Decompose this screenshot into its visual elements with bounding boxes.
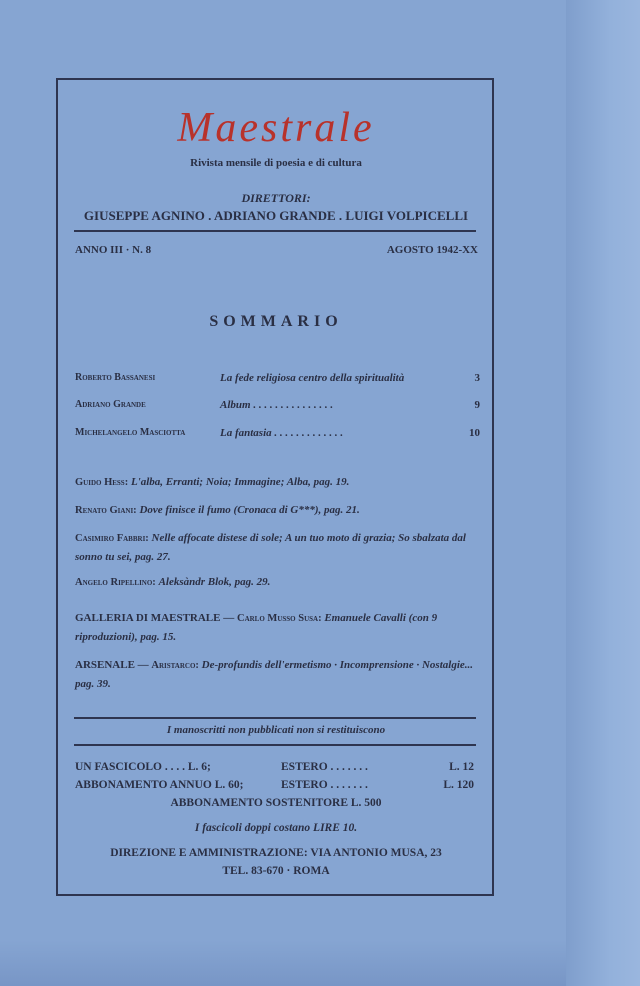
- paragraph-author: Aristarco:: [151, 660, 199, 671]
- divider: [74, 717, 476, 719]
- issue-date: AGOSTO 1942-XX: [386, 244, 478, 256]
- manuscripts-notice: I manoscritti non pubblicati non si restituiscono: [166, 724, 386, 736]
- paragraph-text: Nelle affocate distese di sole; A un tuo moto di grazia; So sbalzata dal sonno tu sei, pag. 27.: [75, 532, 466, 563]
- toc-author: Michelangelo Masciotta: [75, 427, 186, 438]
- contents-paragraph: [75, 473, 475, 492]
- section-lead: GALLERIA DI MAESTRALE —: [75, 612, 235, 624]
- divider: [74, 230, 476, 232]
- toc-author: Adriano Grande: [75, 399, 146, 410]
- price-foreign: L. 12: [449, 761, 474, 773]
- paragraph-text: Emanuele Cavalli (con 9 riproduzioni), pag. 15.: [75, 612, 438, 643]
- toc-page: 9: [474, 399, 480, 411]
- directors-names: GIUSEPPE AGNINO . ADRIANO GRANDE . LUIGI VOLPICELLI: [83, 208, 469, 223]
- paragraph-text: L'alba, Erranti; Noia; Immagine; Alba, pag. 19.: [130, 476, 350, 488]
- contents-paragraph: [75, 573, 475, 592]
- page-edge-right: [566, 0, 640, 986]
- paragraph-author: Carlo Musso Susa:: [236, 613, 322, 624]
- journal-subtitle: Rivista mensile di poesia e di cultura: [190, 157, 362, 169]
- price-annual: ABBONAMENTO ANNUO L. 60;: [75, 779, 244, 791]
- price-sustainer: ABBONAMENTO SOSTENITORE L. 500: [170, 797, 382, 809]
- toc-title: La fede religiosa centro della spiritualità: [220, 372, 405, 384]
- price-foreign-label: ESTERO . . . . . . .: [281, 761, 368, 773]
- divider: [74, 744, 476, 746]
- sommario-heading: SOMMARIO: [209, 313, 343, 330]
- section-lead: ARSENALE —: [75, 659, 149, 671]
- double-issue-note: I fascicoli doppi costano LIRE 10.: [194, 822, 358, 834]
- contents-paragraph: [75, 529, 475, 566]
- page-edge-bottom: [0, 940, 566, 986]
- paragraph-author: Renato Giani:: [75, 505, 137, 516]
- phone-line: TEL. 83-670 · ROMA: [222, 865, 330, 877]
- paragraph-text: Aleksàndr Blok, pag. 29.: [158, 576, 271, 588]
- toc-title: La fantasia . . . . . . . . . . . . .: [220, 427, 344, 439]
- price-foreign-label: ESTERO . . . . . . .: [281, 779, 368, 791]
- price-single: UN FASCICOLO . . . . L. 6;: [75, 761, 211, 773]
- price-foreign-annual: L. 120: [443, 779, 474, 791]
- directors-label: DIRETTORI:: [241, 191, 311, 205]
- paragraph-author: Guido Hess:: [75, 477, 129, 488]
- journal-title: Maestrale: [177, 105, 375, 151]
- contents-paragraph: [75, 609, 475, 646]
- paragraph-text: De-profundis dell'ermetismo · Incomprensione · Nostalgie... pag. 39.: [75, 659, 474, 690]
- contents-paragraph: [75, 501, 475, 520]
- toc-page: 3: [474, 372, 480, 384]
- toc-title: Album . . . . . . . . . . . . . . .: [220, 399, 334, 411]
- issue-number: ANNO III · N. 8: [75, 244, 152, 256]
- address-line: DIREZIONE E AMMINISTRAZIONE: VIA ANTONIO MUSA, 23: [110, 847, 442, 859]
- paragraph-author: Casimiro Fabbri:: [75, 533, 149, 544]
- contents-paragraph: [75, 656, 475, 693]
- paragraph-author: Angelo Ripellino:: [75, 577, 156, 588]
- toc-author: Roberto Bassanesi: [75, 372, 156, 383]
- toc-page: 10: [469, 427, 480, 439]
- paragraph-text: Dove finisce il fumo (Cronaca di G***), pag. 21.: [139, 504, 360, 516]
